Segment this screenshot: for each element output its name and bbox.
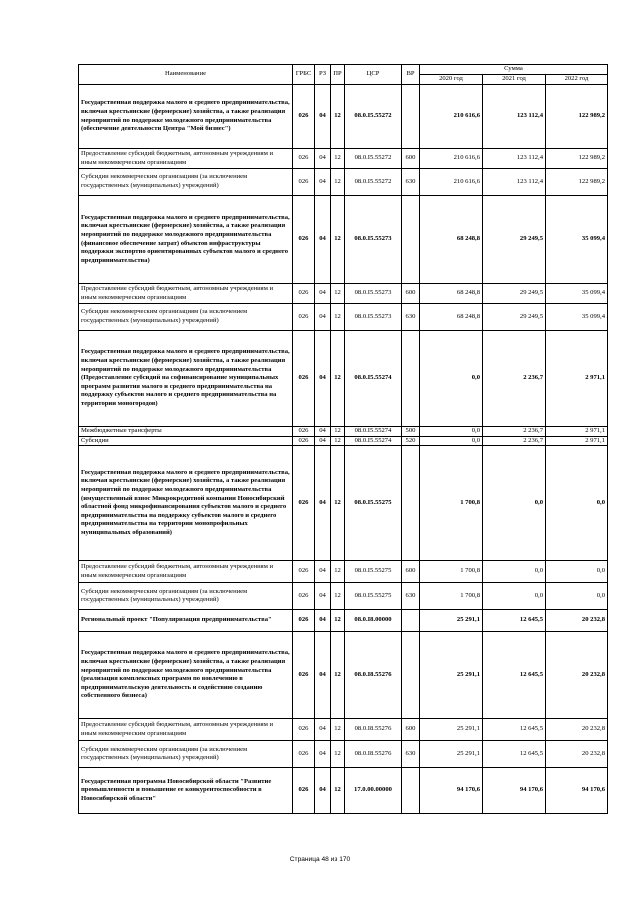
cell-2022: 122 989,2 bbox=[546, 149, 608, 169]
cell-2020: 68 248,8 bbox=[420, 304, 483, 331]
cell-2021: 0,0 bbox=[483, 561, 546, 583]
cell-name: Субсидии некоммерческим организациям (за исключением государственных (муниципальных) учреждений) bbox=[79, 169, 293, 196]
budget-sheet bbox=[78, 64, 607, 814]
cell-2020: 210 616,6 bbox=[420, 85, 483, 149]
cell-vr: 600 bbox=[402, 149, 420, 169]
cell-2020: 210 616,6 bbox=[420, 149, 483, 169]
cell-2021: 2 236,7 bbox=[483, 331, 546, 427]
table-row bbox=[79, 284, 608, 304]
cell-grbs: 026 bbox=[293, 331, 315, 427]
cell-2021: 12 645,5 bbox=[483, 610, 546, 632]
cell-rz: 04 bbox=[315, 719, 331, 741]
header-rz: РЗ bbox=[315, 65, 331, 85]
table-header bbox=[79, 65, 608, 85]
cell-vr bbox=[402, 610, 420, 632]
cell-grbs: 026 bbox=[293, 768, 315, 814]
cell-rz: 04 bbox=[315, 446, 331, 561]
table-row bbox=[79, 741, 608, 768]
table-row bbox=[79, 85, 608, 149]
cell-name: Предоставление субсидий бюджетным, автономным учреждениям и иным некоммерческим организациям bbox=[79, 719, 293, 741]
cell-csr: 08.0.I5.55272 bbox=[345, 149, 402, 169]
header-sum: Сумма bbox=[420, 65, 608, 75]
table-body bbox=[79, 85, 608, 814]
cell-2022: 2 971,1 bbox=[546, 436, 608, 446]
cell-2022: 35 099,4 bbox=[546, 304, 608, 331]
cell-2022: 122 989,2 bbox=[546, 169, 608, 196]
header-csr: ЦСР bbox=[345, 65, 402, 85]
cell-rz: 04 bbox=[315, 741, 331, 768]
cell-csr: 08.0.I5.55275 bbox=[345, 583, 402, 610]
cell-rz: 04 bbox=[315, 169, 331, 196]
cell-2020: 0,0 bbox=[420, 427, 483, 437]
cell-vr bbox=[402, 632, 420, 719]
cell-2021: 29 249,5 bbox=[483, 196, 546, 284]
cell-csr: 08.0.I5.55273 bbox=[345, 304, 402, 331]
cell-rz: 04 bbox=[315, 561, 331, 583]
cell-grbs: 026 bbox=[293, 561, 315, 583]
cell-pr: 12 bbox=[331, 768, 345, 814]
cell-grbs: 026 bbox=[293, 85, 315, 149]
cell-2021: 29 249,5 bbox=[483, 284, 546, 304]
cell-rz: 04 bbox=[315, 632, 331, 719]
cell-vr: 630 bbox=[402, 169, 420, 196]
cell-csr: 08.0.I8.00000 bbox=[345, 610, 402, 632]
table-row bbox=[79, 446, 608, 561]
table-row bbox=[79, 632, 608, 719]
cell-pr: 12 bbox=[331, 149, 345, 169]
cell-grbs: 026 bbox=[293, 427, 315, 437]
cell-pr: 12 bbox=[331, 304, 345, 331]
cell-name: Государственная поддержка малого и среднего предпринимательства, включая крестьянские (фермерские) хозяйства, а также реализация мероприятий по поддержке молодежного предпринимательства (реализация комплексных программ по вовлечению в предпринимательскую деятельность и содействию созданию собственного бизнеса) bbox=[79, 632, 293, 719]
cell-2022: 20 232,8 bbox=[546, 610, 608, 632]
cell-grbs: 026 bbox=[293, 446, 315, 561]
cell-name: Субсидии некоммерческим организациям (за исключением государственных (муниципальных) учреждений) bbox=[79, 304, 293, 331]
cell-rz: 04 bbox=[315, 583, 331, 610]
table-row bbox=[79, 427, 608, 437]
cell-vr: 600 bbox=[402, 719, 420, 741]
cell-2022: 122 989,2 bbox=[546, 85, 608, 149]
cell-grbs: 026 bbox=[293, 149, 315, 169]
cell-2020: 1 700,8 bbox=[420, 561, 483, 583]
cell-name: Государственная поддержка малого и среднего предпринимательства, включая крестьянские (фермерские) хозяйства, а также реализация мероприятий по поддержке молодежного предпринимательства (финансовое обеспечение затрат) объектов инфраструктуры поддержки экспортно ориентированных субъектов малого и среднего предпринимательства) bbox=[79, 196, 293, 284]
cell-name: Предоставление субсидий бюджетным, автономным учреждениям и иным некоммерческим организациям bbox=[79, 284, 293, 304]
cell-pr: 12 bbox=[331, 169, 345, 196]
cell-2020: 25 291,1 bbox=[420, 610, 483, 632]
cell-vr: 520 bbox=[402, 436, 420, 446]
table-row bbox=[79, 610, 608, 632]
cell-csr: 08.0.I5.55274 bbox=[345, 436, 402, 446]
cell-grbs: 026 bbox=[293, 169, 315, 196]
table-row bbox=[79, 719, 608, 741]
cell-pr: 12 bbox=[331, 561, 345, 583]
header-name: Наименование bbox=[79, 65, 293, 85]
cell-rz: 04 bbox=[315, 427, 331, 437]
cell-2021: 123 112,4 bbox=[483, 169, 546, 196]
cell-vr: 630 bbox=[402, 741, 420, 768]
cell-2020: 68 248,8 bbox=[420, 284, 483, 304]
header-vr: ВР bbox=[402, 65, 420, 85]
cell-2020: 0,0 bbox=[420, 436, 483, 446]
cell-grbs: 026 bbox=[293, 741, 315, 768]
cell-2020: 0,0 bbox=[420, 331, 483, 427]
header-year-2020: 2020 год bbox=[420, 75, 483, 85]
cell-2022: 20 232,8 bbox=[546, 632, 608, 719]
cell-2022: 0,0 bbox=[546, 583, 608, 610]
cell-2020: 94 170,6 bbox=[420, 768, 483, 814]
header-year-2022: 2022 год bbox=[546, 75, 608, 85]
cell-pr: 12 bbox=[331, 583, 345, 610]
cell-2021: 2 236,7 bbox=[483, 436, 546, 446]
cell-name: Предоставление субсидий бюджетным, автономным учреждениям и иным некоммерческим организациям bbox=[79, 149, 293, 169]
table-row bbox=[79, 169, 608, 196]
cell-2021: 94 170,6 bbox=[483, 768, 546, 814]
table-row bbox=[79, 583, 608, 610]
cell-name: Региональный проект "Популяризация предпринимательства" bbox=[79, 610, 293, 632]
cell-rz: 04 bbox=[315, 331, 331, 427]
cell-rz: 04 bbox=[315, 149, 331, 169]
header-grbs: ГРБС bbox=[293, 65, 315, 85]
cell-rz: 04 bbox=[315, 85, 331, 149]
table-row bbox=[79, 561, 608, 583]
cell-2022: 20 232,8 bbox=[546, 741, 608, 768]
cell-2020: 210 616,6 bbox=[420, 169, 483, 196]
cell-pr: 12 bbox=[331, 196, 345, 284]
cell-2020: 25 291,1 bbox=[420, 632, 483, 719]
cell-name: Субсидии некоммерческим организациям (за исключением государственных (муниципальных) учреждений) bbox=[79, 741, 293, 768]
cell-name: Государственная поддержка малого и среднего предпринимательства, включая крестьянские (фермерские) хозяйства, а также реализация мероприятий по поддержке молодежного предпринимательства (обеспечение деятельности Центра "Мой бизнес") bbox=[79, 85, 293, 149]
cell-grbs: 026 bbox=[293, 583, 315, 610]
cell-pr: 12 bbox=[331, 719, 345, 741]
cell-2021: 12 645,5 bbox=[483, 741, 546, 768]
cell-rz: 04 bbox=[315, 304, 331, 331]
cell-2022: 94 170,6 bbox=[546, 768, 608, 814]
cell-2021: 123 112,4 bbox=[483, 149, 546, 169]
cell-vr bbox=[402, 331, 420, 427]
cell-csr: 08.0.I5.55273 bbox=[345, 196, 402, 284]
cell-name: Межбюджетные трансферты bbox=[79, 427, 293, 437]
cell-2021: 12 645,5 bbox=[483, 719, 546, 741]
cell-name: Субсидии некоммерческим организациям (за исключением государственных (муниципальных) учреждений) bbox=[79, 583, 293, 610]
table-row bbox=[79, 436, 608, 446]
cell-2022: 35 099,4 bbox=[546, 284, 608, 304]
cell-2021: 12 645,5 bbox=[483, 632, 546, 719]
cell-pr: 12 bbox=[331, 436, 345, 446]
cell-csr: 08.0.I5.55275 bbox=[345, 446, 402, 561]
cell-vr: 630 bbox=[402, 304, 420, 331]
cell-grbs: 026 bbox=[293, 610, 315, 632]
cell-pr: 12 bbox=[331, 632, 345, 719]
table-row bbox=[79, 768, 608, 814]
table-row bbox=[79, 331, 608, 427]
cell-pr: 12 bbox=[331, 427, 345, 437]
table-row bbox=[79, 149, 608, 169]
cell-csr: 08.0.I8.55276 bbox=[345, 719, 402, 741]
budget-table bbox=[78, 64, 608, 814]
cell-2020: 25 291,1 bbox=[420, 719, 483, 741]
cell-2022: 2 971,1 bbox=[546, 331, 608, 427]
cell-pr: 12 bbox=[331, 85, 345, 149]
cell-grbs: 026 bbox=[293, 436, 315, 446]
cell-2021: 0,0 bbox=[483, 446, 546, 561]
cell-vr: 600 bbox=[402, 284, 420, 304]
cell-2021: 0,0 bbox=[483, 583, 546, 610]
cell-vr bbox=[402, 768, 420, 814]
cell-vr bbox=[402, 196, 420, 284]
cell-rz: 04 bbox=[315, 610, 331, 632]
cell-csr: 08.0.I5.55274 bbox=[345, 331, 402, 427]
cell-pr: 12 bbox=[331, 284, 345, 304]
cell-pr: 12 bbox=[331, 741, 345, 768]
cell-grbs: 026 bbox=[293, 632, 315, 719]
cell-rz: 04 bbox=[315, 436, 331, 446]
cell-pr: 12 bbox=[331, 446, 345, 561]
cell-name: Субсидии bbox=[79, 436, 293, 446]
header-year-2021: 2021 год bbox=[483, 75, 546, 85]
cell-2022: 0,0 bbox=[546, 561, 608, 583]
cell-csr: 17.0.00.00000 bbox=[345, 768, 402, 814]
cell-csr: 08.0.I5.55274 bbox=[345, 427, 402, 437]
cell-grbs: 026 bbox=[293, 196, 315, 284]
cell-2022: 0,0 bbox=[546, 446, 608, 561]
cell-csr: 08.0.I5.55272 bbox=[345, 85, 402, 149]
cell-csr: 08.0.I5.55273 bbox=[345, 284, 402, 304]
cell-grbs: 026 bbox=[293, 719, 315, 741]
cell-2020: 1 700,8 bbox=[420, 583, 483, 610]
cell-pr: 12 bbox=[331, 610, 345, 632]
header-pr: ПР bbox=[331, 65, 345, 85]
cell-vr: 500 bbox=[402, 427, 420, 437]
cell-2021: 29 249,5 bbox=[483, 304, 546, 331]
cell-2020: 25 291,1 bbox=[420, 741, 483, 768]
cell-vr: 600 bbox=[402, 561, 420, 583]
cell-2021: 2 236,7 bbox=[483, 427, 546, 437]
page-number: Страница 48 из 170 bbox=[289, 856, 351, 863]
cell-vr: 630 bbox=[402, 583, 420, 610]
cell-name: Государственная поддержка малого и среднего предпринимательства, включая крестьянские (фермерские) хозяйства, а также реализация мероприятий по поддержке молодежного предпринимательства (Предоставление субсидий на софинансирование муниципальных программ развития малого и среднего предпринимательства на поддержку субъектов малого и среднего предпринимательства на территории моногородов) bbox=[79, 331, 293, 427]
cell-csr: 08.0.I8.55276 bbox=[345, 632, 402, 719]
cell-rz: 04 bbox=[315, 284, 331, 304]
cell-grbs: 026 bbox=[293, 304, 315, 331]
table-row bbox=[79, 196, 608, 284]
cell-vr bbox=[402, 85, 420, 149]
table-row bbox=[79, 304, 608, 331]
cell-name: Предоставление субсидий бюджетным, автономным учреждениям и иным некоммерческим организациям bbox=[79, 561, 293, 583]
cell-pr: 12 bbox=[331, 331, 345, 427]
cell-2020: 68 248,8 bbox=[420, 196, 483, 284]
cell-2022: 20 232,8 bbox=[546, 719, 608, 741]
cell-2022: 2 971,1 bbox=[546, 427, 608, 437]
cell-csr: 08.0.I5.55275 bbox=[345, 561, 402, 583]
cell-rz: 04 bbox=[315, 768, 331, 814]
cell-name: Государственная поддержка малого и среднего предпринимательства, включая крестьянские (фермерские) хозяйства, а также реализация мероприятий по поддержке молодежного предпринимательства (имущественный взнос Микрокредитной компании Новосибирский областной фонд микрофинансирования субъектов малого и среднего предпринимательства на поддержку субъектов малого и среднего предпринимательства на территории монопрофильных муниципальных образований) bbox=[79, 446, 293, 561]
cell-2020: 1 700,8 bbox=[420, 446, 483, 561]
cell-vr bbox=[402, 446, 420, 561]
cell-2021: 123 112,4 bbox=[483, 85, 546, 149]
cell-rz: 04 bbox=[315, 196, 331, 284]
cell-grbs: 026 bbox=[293, 284, 315, 304]
cell-name: Государственная программа Новосибирской области "Развитие промышленности и повышение ее конкурентоспособности в Новосибирской области" bbox=[79, 768, 293, 814]
cell-2022: 35 099,4 bbox=[546, 196, 608, 284]
cell-csr: 08.0.I8.55276 bbox=[345, 741, 402, 768]
cell-csr: 08.0.I5.55272 bbox=[345, 169, 402, 196]
